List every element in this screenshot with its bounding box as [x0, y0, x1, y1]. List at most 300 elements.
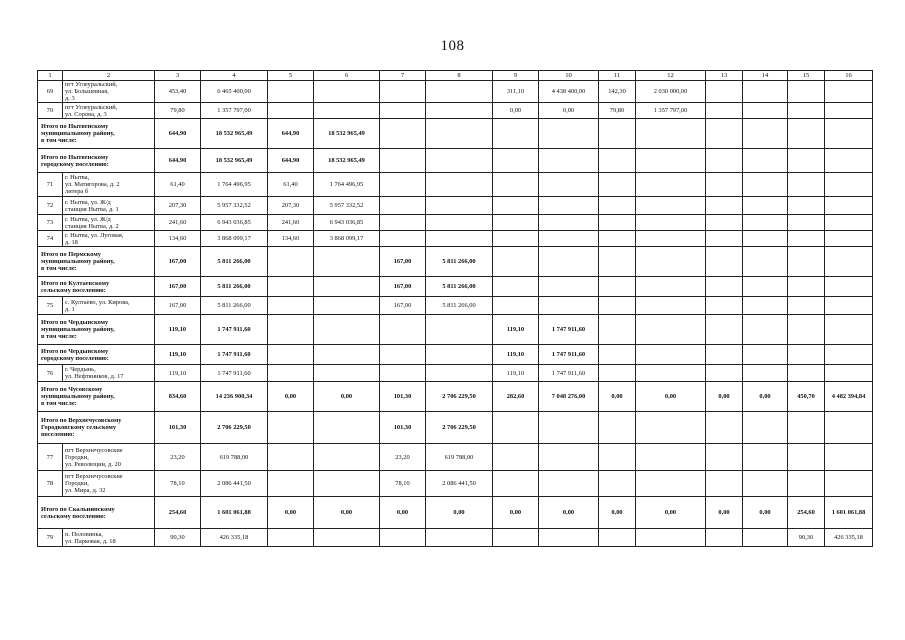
value-cell: 90,30 — [155, 529, 201, 547]
value-cell: 7 048 276,00 — [539, 382, 599, 412]
value-cell — [825, 197, 873, 215]
row-number: 75 — [38, 297, 63, 315]
value-cell — [380, 365, 426, 382]
address-cell: г. Нытва, ул. Луговая, д. 18 — [63, 231, 155, 247]
value-cell — [636, 444, 706, 471]
subtotal-label: Итого по Нытвенскому муниципальному району, в том числе: — [38, 119, 155, 149]
value-cell: 1 747 911,60 — [201, 315, 268, 345]
table-row — [38, 173, 873, 197]
value-cell — [380, 529, 426, 547]
value-cell: 134,60 — [155, 231, 201, 247]
page-number: 108 — [440, 38, 465, 54]
value-cell — [599, 247, 636, 277]
value-cell: 450,70 — [788, 382, 825, 412]
value-cell — [426, 315, 493, 345]
value-cell: 101,30 — [155, 412, 201, 444]
row-number: 77 — [38, 444, 63, 471]
value-cell: 61,40 — [155, 173, 201, 197]
value-cell — [825, 315, 873, 345]
value-cell — [599, 277, 636, 297]
value-cell — [539, 471, 599, 497]
value-cell — [743, 297, 788, 315]
value-cell: 5 811 266,00 — [426, 277, 493, 297]
value-cell: 0,00 — [706, 497, 743, 529]
value-cell: 0,00 — [493, 497, 539, 529]
value-cell — [380, 345, 426, 365]
row-number: 72 — [38, 197, 63, 215]
value-cell: 18 532 965,49 — [314, 149, 380, 173]
value-cell — [706, 345, 743, 365]
table-row — [38, 297, 873, 315]
table-row — [38, 471, 873, 497]
value-cell — [636, 345, 706, 365]
value-cell: 1 764 496,95 — [201, 173, 268, 197]
value-cell: 0,00 — [493, 103, 539, 119]
value-cell — [539, 412, 599, 444]
column-number: 15 — [788, 71, 825, 81]
value-cell: 23,20 — [155, 444, 201, 471]
value-cell — [706, 197, 743, 215]
value-cell: 0,00 — [599, 382, 636, 412]
subtotal-row — [38, 277, 873, 297]
value-cell — [636, 149, 706, 173]
value-cell: 0,00 — [706, 382, 743, 412]
value-cell — [743, 215, 788, 231]
value-cell: 119,10 — [155, 315, 201, 345]
value-cell — [788, 345, 825, 365]
value-cell: 167,00 — [155, 277, 201, 297]
value-cell: 2 706 229,50 — [426, 412, 493, 444]
column-number: 14 — [743, 71, 788, 81]
subtotal-row — [38, 345, 873, 365]
value-cell — [493, 149, 539, 173]
value-cell — [743, 173, 788, 197]
column-number: 10 — [539, 71, 599, 81]
subtotal-label: Итого по Верхнечусовскому Городковскому сельскому поселению: — [38, 412, 155, 444]
value-cell — [599, 315, 636, 345]
value-cell: 834,60 — [155, 382, 201, 412]
value-cell — [706, 103, 743, 119]
table-row — [38, 215, 873, 231]
value-cell: 2 086 441,50 — [201, 471, 268, 497]
value-cell — [314, 315, 380, 345]
table-row — [38, 444, 873, 471]
value-cell — [599, 412, 636, 444]
value-cell — [788, 365, 825, 382]
subtotal-row — [38, 149, 873, 173]
subtotal-row — [38, 497, 873, 529]
value-cell — [825, 81, 873, 103]
value-cell: 5 811 266,00 — [201, 247, 268, 277]
value-cell — [599, 297, 636, 315]
value-cell — [743, 119, 788, 149]
value-cell — [539, 231, 599, 247]
value-cell: 78,10 — [155, 471, 201, 497]
value-cell — [539, 149, 599, 173]
value-cell — [788, 81, 825, 103]
row-number: 74 — [38, 231, 63, 247]
value-cell — [743, 103, 788, 119]
value-cell — [380, 81, 426, 103]
value-cell — [493, 215, 539, 231]
value-cell — [599, 215, 636, 231]
value-cell — [706, 119, 743, 149]
value-cell — [743, 444, 788, 471]
value-cell: 134,60 — [268, 231, 314, 247]
value-cell — [493, 173, 539, 197]
subtotal-label: Итого по Скальнинскому сельскому поселению: — [38, 497, 155, 529]
value-cell — [599, 529, 636, 547]
value-cell: 18 532 965,49 — [314, 119, 380, 149]
value-cell — [539, 529, 599, 547]
value-cell: 0,00 — [314, 382, 380, 412]
address-cell: п. Половинка, ул. Парковая, д. 18 — [63, 529, 155, 547]
value-cell — [268, 365, 314, 382]
table-row — [38, 81, 873, 103]
value-cell — [426, 529, 493, 547]
value-cell — [493, 197, 539, 215]
value-cell — [599, 444, 636, 471]
value-cell — [825, 345, 873, 365]
value-cell: 2 086 441,50 — [426, 471, 493, 497]
column-number-row — [38, 71, 873, 81]
value-cell — [599, 345, 636, 365]
value-cell — [268, 277, 314, 297]
value-cell — [426, 119, 493, 149]
value-cell — [426, 149, 493, 173]
value-cell: 119,10 — [493, 315, 539, 345]
value-cell — [314, 277, 380, 297]
value-cell — [825, 412, 873, 444]
value-cell: 119,10 — [155, 345, 201, 365]
value-cell — [706, 297, 743, 315]
table-row — [38, 365, 873, 382]
value-cell — [788, 149, 825, 173]
value-cell — [314, 81, 380, 103]
value-cell: 5 811 266,00 — [201, 297, 268, 315]
value-cell: 2 030 000,00 — [636, 81, 706, 103]
value-cell: 167,00 — [380, 277, 426, 297]
value-cell: 119,10 — [493, 365, 539, 382]
value-cell — [743, 315, 788, 345]
value-cell: 426 335,18 — [825, 529, 873, 547]
value-cell — [426, 231, 493, 247]
value-cell: 3 868 099,17 — [314, 231, 380, 247]
value-cell — [706, 315, 743, 345]
row-number: 70 — [38, 103, 63, 119]
column-number: 13 — [706, 71, 743, 81]
value-cell — [743, 81, 788, 103]
value-cell: 254,60 — [155, 497, 201, 529]
value-cell: 0,00 — [539, 497, 599, 529]
value-cell — [743, 231, 788, 247]
address-cell: г. Нытва, ул. Ж/д станция Нытва, д. 2 — [63, 215, 155, 231]
value-cell: 167,00 — [380, 247, 426, 277]
value-cell — [380, 149, 426, 173]
value-cell — [706, 215, 743, 231]
value-cell — [825, 365, 873, 382]
value-cell — [599, 197, 636, 215]
value-cell — [636, 231, 706, 247]
value-cell — [825, 247, 873, 277]
value-cell: 453,40 — [155, 81, 201, 103]
value-cell: 644,90 — [268, 119, 314, 149]
value-cell — [268, 103, 314, 119]
value-cell: 311,10 — [493, 81, 539, 103]
value-cell: 5 811 266,00 — [426, 297, 493, 315]
address-cell: г. Чердынь, ул. Нефтяников, д. 17 — [63, 365, 155, 382]
value-cell — [706, 81, 743, 103]
column-number: 4 — [201, 71, 268, 81]
value-cell — [268, 297, 314, 315]
value-cell — [743, 529, 788, 547]
value-cell — [788, 297, 825, 315]
value-cell — [599, 173, 636, 197]
subtotal-label: Итого по Чердынскому муниципальному району, в том числе: — [38, 315, 155, 345]
value-cell: 1 747 911,60 — [539, 315, 599, 345]
value-cell — [706, 247, 743, 277]
value-cell — [788, 231, 825, 247]
value-cell: 4 438 400,00 — [539, 81, 599, 103]
value-cell — [314, 412, 380, 444]
value-cell — [493, 119, 539, 149]
column-number: 12 — [636, 71, 706, 81]
value-cell — [426, 197, 493, 215]
value-cell: 79,80 — [155, 103, 201, 119]
value-cell — [788, 103, 825, 119]
value-cell — [426, 173, 493, 197]
subtotal-row — [38, 412, 873, 444]
value-cell — [493, 277, 539, 297]
address-cell: с. Култаево, ул. Кирова, д. 1 — [63, 297, 155, 315]
value-cell: 644,90 — [155, 119, 201, 149]
value-cell: 5 957 332,52 — [201, 197, 268, 215]
value-cell: 101,30 — [380, 382, 426, 412]
value-cell: 6 943 036,85 — [314, 215, 380, 231]
value-cell — [825, 444, 873, 471]
value-cell — [493, 412, 539, 444]
value-cell: 119,10 — [155, 365, 201, 382]
value-cell — [788, 412, 825, 444]
subtotal-row — [38, 247, 873, 277]
subtotal-row — [38, 382, 873, 412]
value-cell: 0,00 — [599, 497, 636, 529]
value-cell — [706, 365, 743, 382]
housing-program-table — [37, 70, 873, 547]
row-number: 73 — [38, 215, 63, 231]
value-cell: 0,00 — [743, 382, 788, 412]
value-cell: 644,90 — [155, 149, 201, 173]
value-cell — [268, 471, 314, 497]
value-cell: 2 706 229,50 — [426, 382, 493, 412]
value-cell — [636, 119, 706, 149]
value-cell: 0,00 — [426, 497, 493, 529]
value-cell — [825, 103, 873, 119]
value-cell: 5 811 266,00 — [426, 247, 493, 277]
column-number: 11 — [599, 71, 636, 81]
value-cell: 0,00 — [636, 497, 706, 529]
value-cell: 1 747 911,60 — [201, 345, 268, 365]
value-cell — [493, 297, 539, 315]
value-cell: 1 747 911,60 — [539, 345, 599, 365]
address-cell: пгт Верхнечусовские Городки, ул. Мира, д. 32 — [63, 471, 155, 497]
value-cell — [599, 471, 636, 497]
column-number: 7 — [380, 71, 426, 81]
address-cell: пгт Углеуральский, ул. Сорова, д. 3 — [63, 103, 155, 119]
row-number: 79 — [38, 529, 63, 547]
value-cell: 426 335,18 — [201, 529, 268, 547]
value-cell — [788, 173, 825, 197]
value-cell — [380, 173, 426, 197]
value-cell — [743, 197, 788, 215]
column-number: 8 — [426, 71, 493, 81]
value-cell — [426, 365, 493, 382]
value-cell — [825, 231, 873, 247]
value-cell — [268, 345, 314, 365]
value-cell: 1 747 911,60 — [539, 365, 599, 382]
value-cell — [743, 247, 788, 277]
value-cell: 1 357 797,00 — [201, 103, 268, 119]
value-cell — [539, 297, 599, 315]
value-cell — [636, 471, 706, 497]
value-cell: 79,80 — [599, 103, 636, 119]
value-cell — [706, 444, 743, 471]
value-cell — [539, 277, 599, 297]
value-cell — [636, 365, 706, 382]
value-cell: 167,00 — [155, 297, 201, 315]
value-cell: 207,30 — [155, 197, 201, 215]
value-cell — [380, 215, 426, 231]
value-cell — [825, 215, 873, 231]
value-cell — [743, 277, 788, 297]
value-cell — [825, 173, 873, 197]
value-cell — [426, 81, 493, 103]
value-cell — [788, 247, 825, 277]
value-cell: 0,00 — [268, 382, 314, 412]
column-number: 6 — [314, 71, 380, 81]
table-row — [38, 197, 873, 215]
value-cell: 1 357 797,00 — [636, 103, 706, 119]
value-cell — [825, 297, 873, 315]
value-cell — [743, 471, 788, 497]
value-cell — [314, 529, 380, 547]
value-cell: 78,10 — [380, 471, 426, 497]
value-cell: 282,60 — [493, 382, 539, 412]
value-cell — [380, 315, 426, 345]
value-cell — [314, 103, 380, 119]
value-cell: 101,30 — [380, 412, 426, 444]
value-cell — [706, 412, 743, 444]
value-cell: 119,10 — [493, 345, 539, 365]
value-cell: 619 788,00 — [426, 444, 493, 471]
value-cell — [380, 231, 426, 247]
value-cell: 90,30 — [788, 529, 825, 547]
value-cell — [539, 444, 599, 471]
value-cell — [788, 277, 825, 297]
value-cell: 619 788,00 — [201, 444, 268, 471]
value-cell: 167,00 — [380, 297, 426, 315]
column-number: 3 — [155, 71, 201, 81]
value-cell — [599, 149, 636, 173]
value-cell — [636, 197, 706, 215]
column-number: 5 — [268, 71, 314, 81]
address-cell: г. Нытва, ул. Матигорова, д. 2 литера б — [63, 173, 155, 197]
value-cell — [825, 119, 873, 149]
address-cell: пгт Углеуральский, ул. Большевная, д. 3 — [63, 81, 155, 103]
value-cell — [788, 215, 825, 231]
value-cell — [706, 149, 743, 173]
subtotal-label: Итого по Култаевскому сельскому поселению: — [38, 277, 155, 297]
value-cell: 1 601 061,88 — [201, 497, 268, 529]
value-cell: 6 943 036,85 — [201, 215, 268, 231]
value-cell: 0,00 — [268, 497, 314, 529]
value-cell — [493, 231, 539, 247]
value-cell — [743, 365, 788, 382]
value-cell: 6 465 400,00 — [201, 81, 268, 103]
value-cell — [636, 412, 706, 444]
value-cell — [268, 247, 314, 277]
value-cell — [314, 247, 380, 277]
value-cell — [636, 529, 706, 547]
row-number: 71 — [38, 173, 63, 197]
value-cell: 241,60 — [268, 215, 314, 231]
value-cell — [825, 277, 873, 297]
value-cell: 0,00 — [380, 497, 426, 529]
value-cell: 0,00 — [539, 103, 599, 119]
table-row — [38, 231, 873, 247]
value-cell: 1 601 061,88 — [825, 497, 873, 529]
row-number: 69 — [38, 81, 63, 103]
value-cell — [268, 444, 314, 471]
value-cell — [636, 173, 706, 197]
value-cell — [539, 247, 599, 277]
value-cell — [314, 345, 380, 365]
table-row — [38, 103, 873, 119]
value-cell: 4 482 394,84 — [825, 382, 873, 412]
address-cell: пгт Верхнечусовские Городки, ул. Революции, д. 20 — [63, 444, 155, 471]
value-cell — [825, 471, 873, 497]
value-cell — [743, 345, 788, 365]
value-cell — [825, 149, 873, 173]
table-row — [38, 529, 873, 547]
value-cell — [380, 119, 426, 149]
subtotal-label: Итого по Пермскому муниципальному району, в том числе: — [38, 247, 155, 277]
value-cell — [268, 315, 314, 345]
value-cell — [493, 529, 539, 547]
subtotal-row — [38, 119, 873, 149]
value-cell — [743, 149, 788, 173]
value-cell: 61,40 — [268, 173, 314, 197]
value-cell: 0,00 — [636, 382, 706, 412]
column-number: 9 — [493, 71, 539, 81]
value-cell: 1 747 911,60 — [201, 365, 268, 382]
value-cell — [493, 247, 539, 277]
value-cell — [314, 297, 380, 315]
row-number: 78 — [38, 471, 63, 497]
value-cell — [788, 471, 825, 497]
column-number: 1 — [38, 71, 63, 81]
value-cell: 5 957 332,52 — [314, 197, 380, 215]
value-cell: 18 532 965,49 — [201, 119, 268, 149]
value-cell: 241,60 — [155, 215, 201, 231]
value-cell — [539, 119, 599, 149]
value-cell: 5 811 266,00 — [201, 277, 268, 297]
value-cell — [706, 173, 743, 197]
value-cell — [599, 365, 636, 382]
column-number: 2 — [63, 71, 155, 81]
value-cell — [788, 119, 825, 149]
value-cell — [380, 197, 426, 215]
